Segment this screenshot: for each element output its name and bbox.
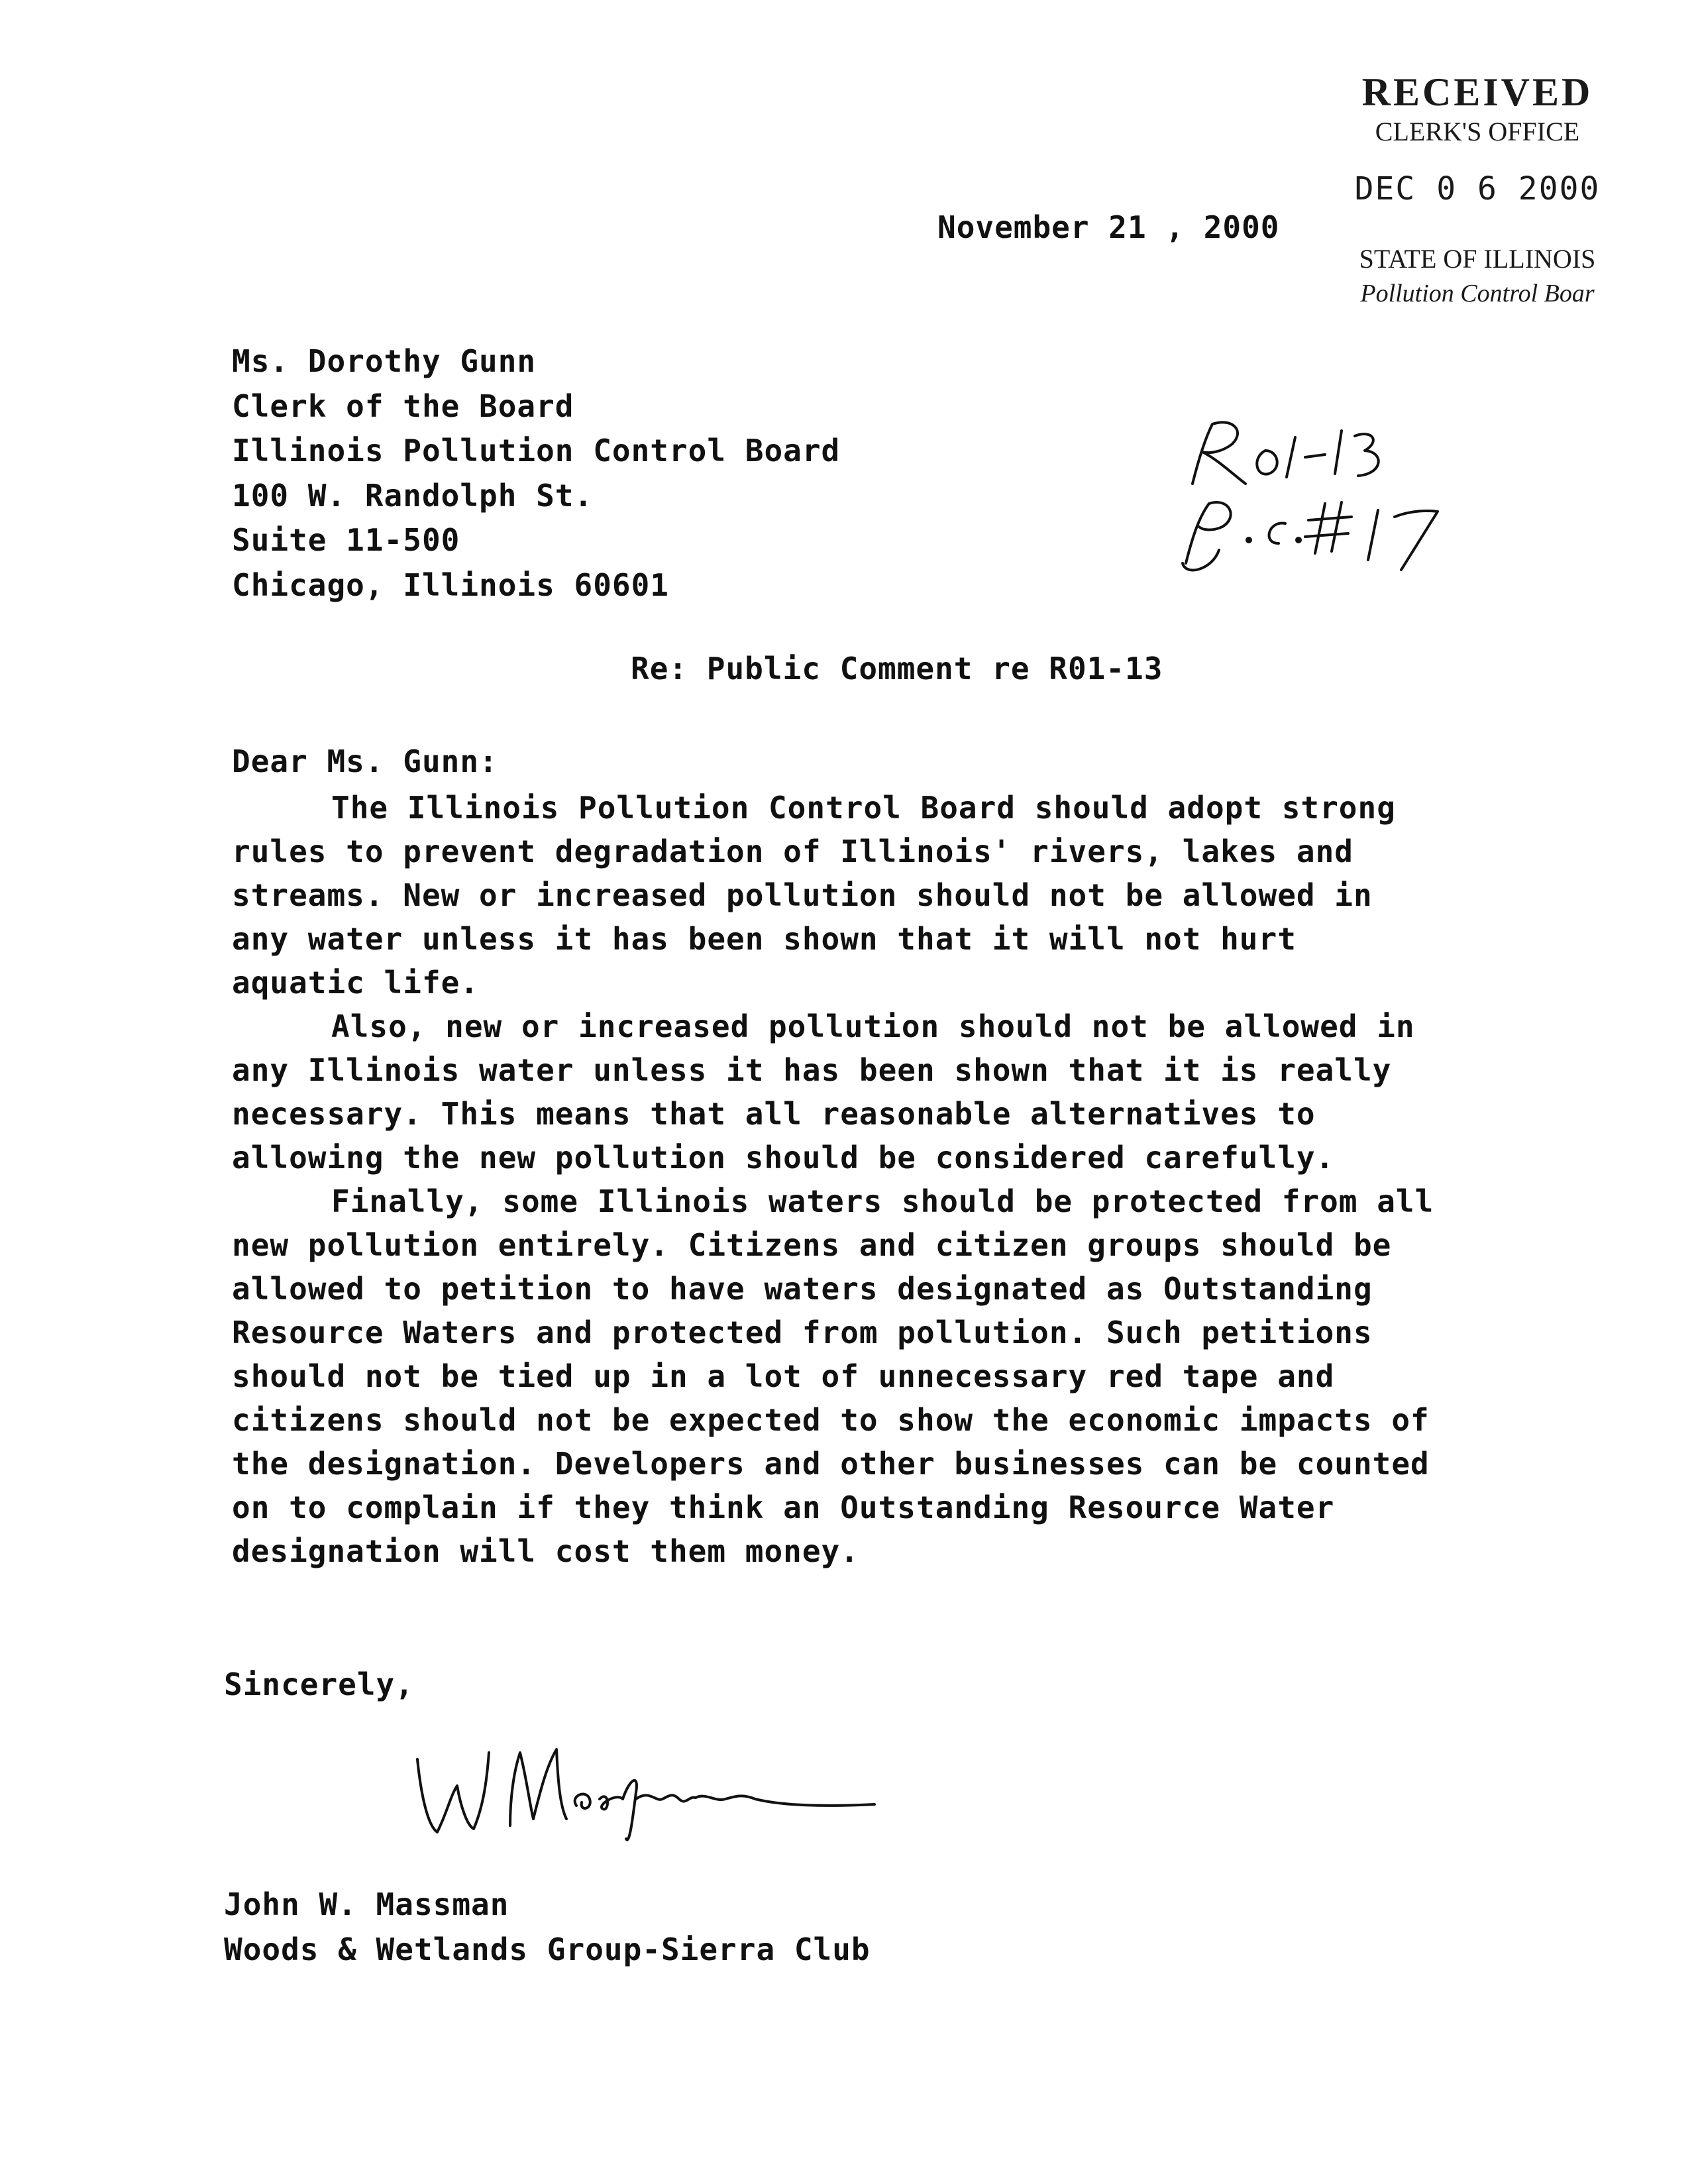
closing: Sincerely, <box>224 1666 414 1702</box>
stamp-office: CLERK'S OFFICE <box>1375 117 1580 146</box>
recipient-address <box>232 339 840 608</box>
salutation: Dear Ms. Gunn: <box>232 743 498 779</box>
stamp-date: DEC 0 6 2000 <box>1354 170 1601 207</box>
received-stamp <box>1318 70 1636 321</box>
signer-block <box>224 1882 871 1972</box>
signer-name: John W. Massman <box>224 1886 509 1922</box>
address-line: Chicago, Illinois 60601 <box>232 567 669 603</box>
signer-organization: Woods & Wetlands Group-Sierra Club <box>224 1932 871 1967</box>
letter-body <box>232 786 1438 1573</box>
subject-line: Re: Public Comment re R01-13 <box>631 651 1163 686</box>
stamp-received: RECEIVED <box>1361 70 1593 114</box>
body-paragraph: Finally, some Illinois waters should be protected from all new pollution entirely. Citizens and citizen groups should be allowed to petition to have waters designated as Outstanding Resource Waters and protected from pollution. Such petitions should not be tied up in a lot of unnecessary red tape and citizens should not be expected to show the economic impacts of the designation. Developers and other businesses can be counted on to complain if they think an Outstanding Resource Water designation will cost them money. <box>232 1183 1434 1569</box>
body-paragraph: The Illinois Pollution Control Board should adopt strong rules to prevent degradation of Illinois' rivers, lakes and streams. New or increased pollution should not be allowed in any water unless it has been shown that it will not hurt aquatic life. <box>232 790 1396 1001</box>
address-line: Illinois Pollution Control Board <box>232 433 841 468</box>
handwritten-docket-note <box>1173 411 1491 583</box>
stamp-state: STATE OF ILLINOIS <box>1359 244 1596 274</box>
handwritten-signature <box>411 1733 914 1852</box>
stamp-board: Pollution Control Boar <box>1360 280 1595 307</box>
address-line: Ms. Dorothy Gunn <box>232 343 537 379</box>
address-line: 100 W. Randolph St. <box>232 477 594 514</box>
address-line: Clerk of the Board <box>232 388 574 424</box>
body-paragraph: Also, new or increased pollution should not be allowed in any Illinois water unless it has been shown that it is really necessary. This means that all reasonable alternatives to allowing the new pollution should be considered carefully. <box>232 1009 1415 1175</box>
address-line: Suite 11-500 <box>232 522 460 558</box>
letter-date: November 21 , 2000 <box>937 209 1280 245</box>
